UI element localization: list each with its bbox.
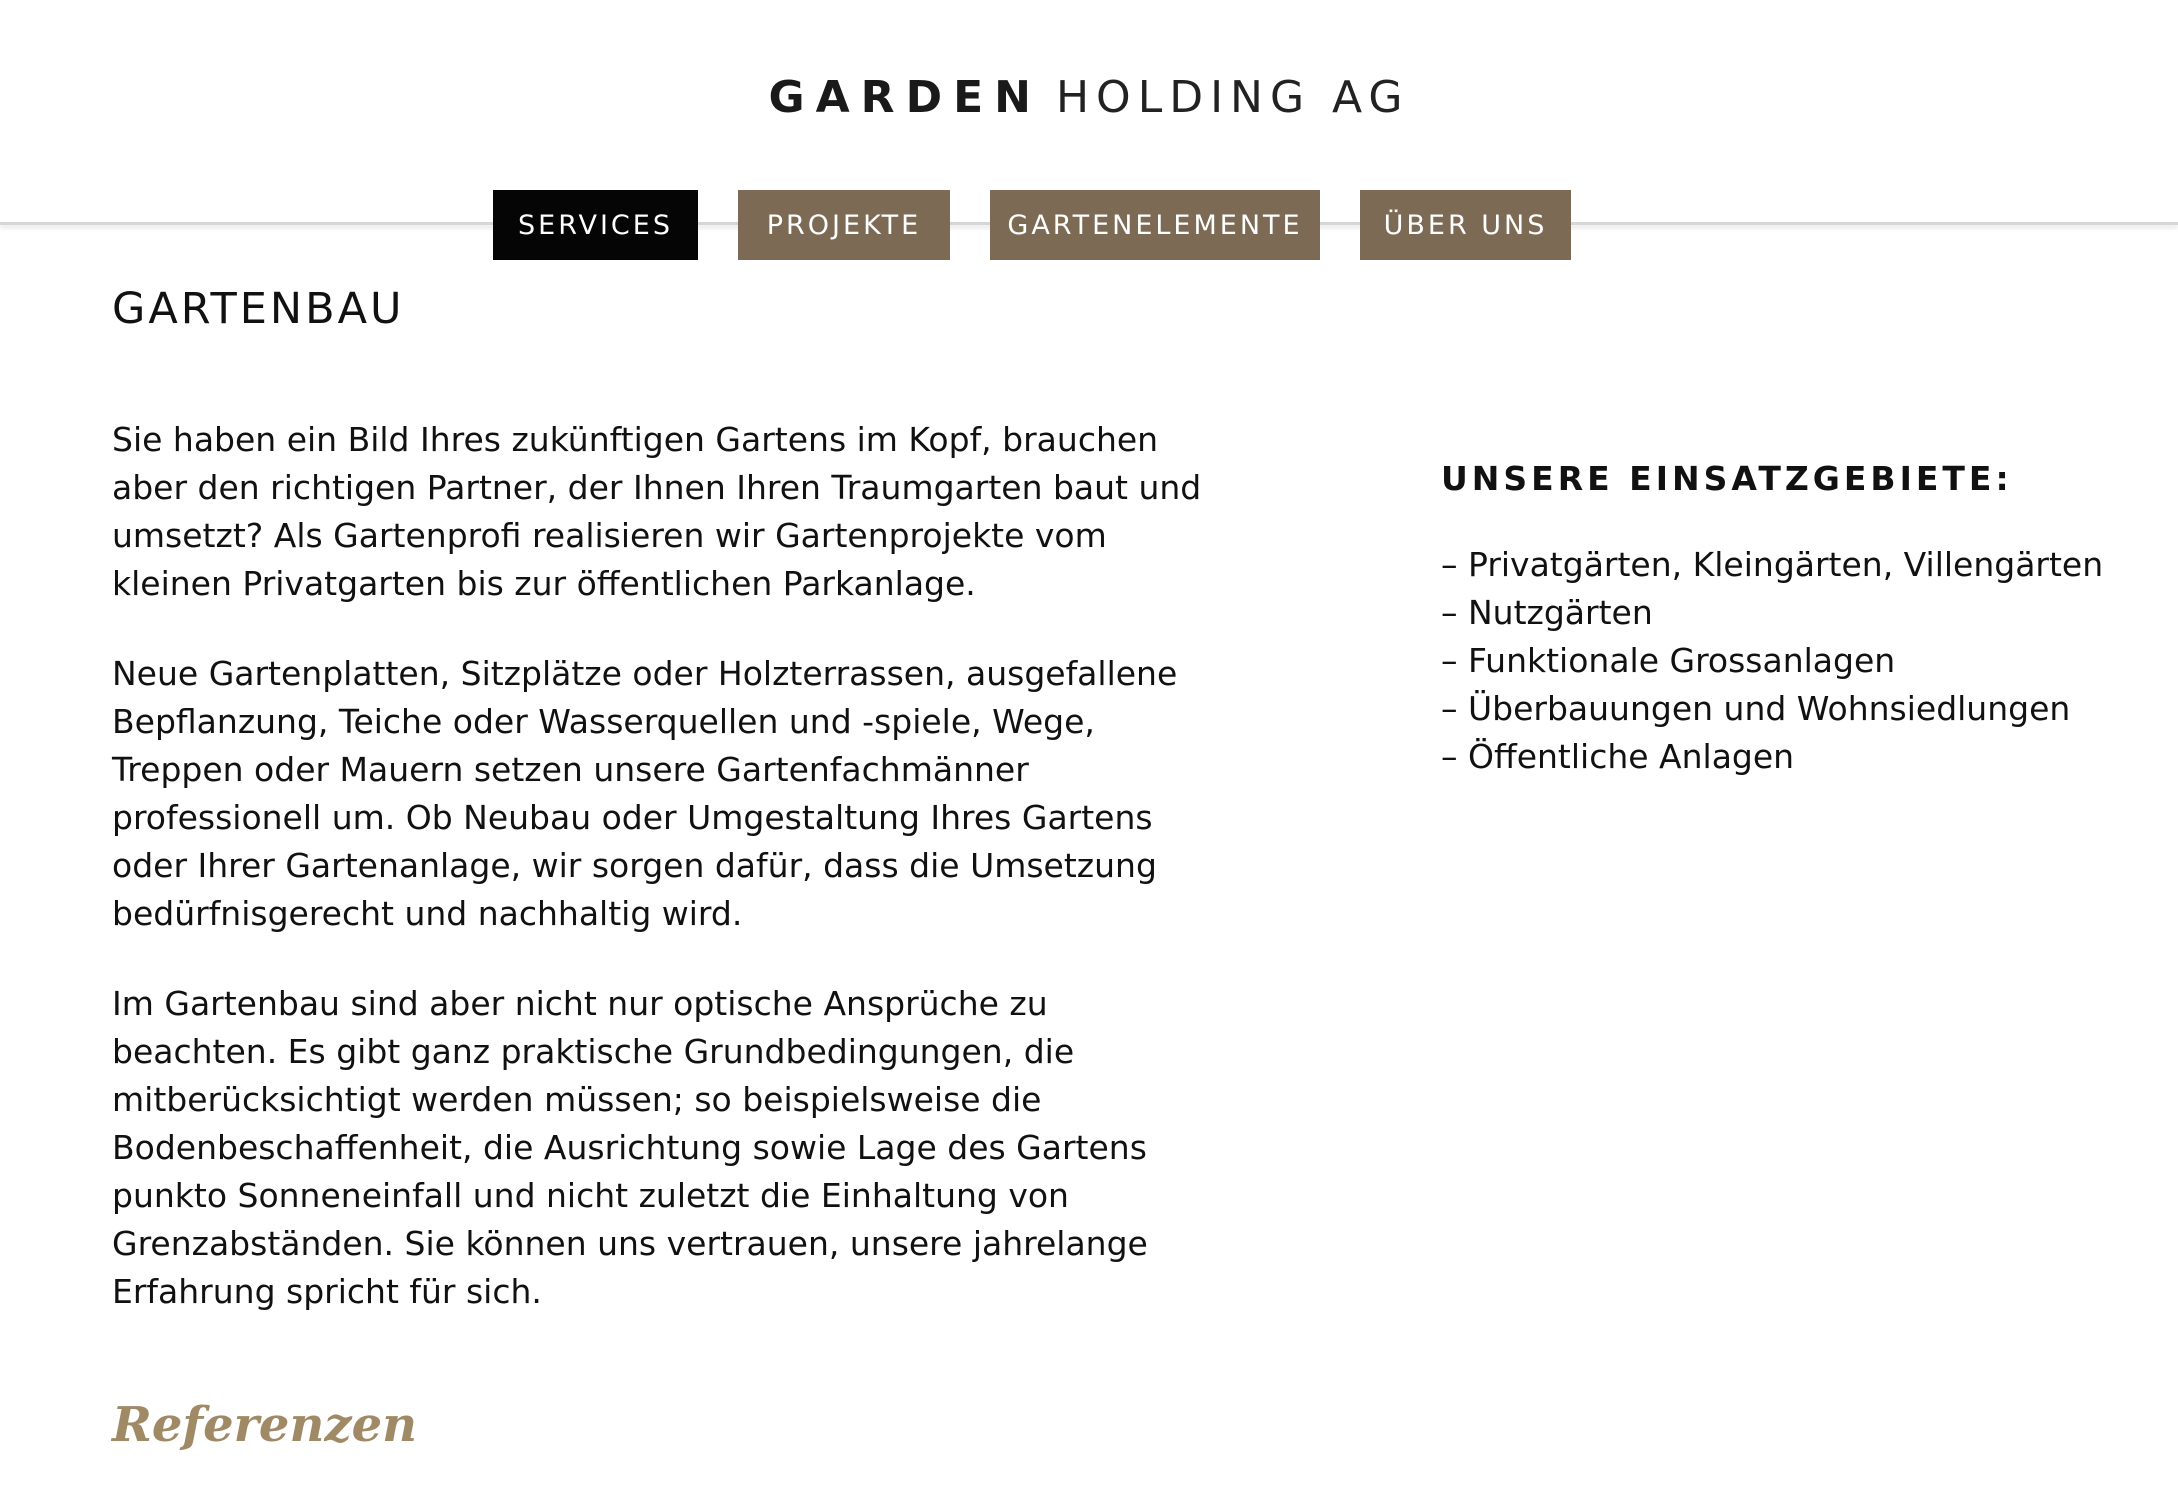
nav-item-ueber-uns[interactable]: ÜBER UNS (1360, 190, 1571, 260)
list-item: – Privatgärten, Kleingärten, Villengärten (1441, 541, 2103, 589)
einsatzgebiete-list (1441, 541, 2103, 781)
nav-item-projekte[interactable]: PROJEKTE (738, 190, 950, 260)
page-title: GARTENBAU (112, 284, 405, 334)
intro-paragraph: Sie haben ein Bild Ihres zukünftigen Gartens im Kopf, brauchen aber den richtigen Partner, der Ihnen Ihren Traumgarten baut und umsetzt? Als Gartenprofi realisieren wir Gartenprojekte vom kleinen Privatgarten bis zur öffentlichen Parkanlage. (112, 420, 1202, 603)
nav-item-gartenelemente[interactable]: GARTENELEMENTE (990, 190, 1320, 260)
requirements-paragraph: Im Gartenbau sind aber nicht nur optische Ansprüche zu beachten. Es gibt ganz praktische Grundbedingungen, die mitberücksichtigt werden müssen; so beispielsweise die Bodenbeschaffenheit, die Ausrichtung sowie Lage des Gartens punkto Sonneneinfall und nicht zuletzt die Einhaltung von Grenzabständen. Sie können uns vertrauen, unsere jahrelange Erfahrung spricht für sich. (112, 984, 1148, 1311)
site-logo[interactable] (0, 70, 2178, 126)
list-item: – Öffentliche Anlagen (1441, 733, 2103, 781)
nav-item-services[interactable]: SERVICES (493, 190, 698, 260)
logo-light-text: HOLDING AG (1055, 72, 1410, 123)
list-item: – Überbauungen und Wohnsiedlungen (1441, 685, 2103, 733)
services-paragraph: Neue Gartenplatten, Sitzplätze oder Holzterrassen, ausgefallene Bepflanzung, Teiche oder Wasserquellen und -spiele, Wege, Treppen oder Mauern setzen unsere Gartenfachmänner professionell um. Ob Neubau oder Umgestaltung Ihres Gartens oder Ihrer Gartenanlage, wir sorgen dafür, dass die Umsetzung bedürfnisgerecht und nachhaltig wird. (112, 654, 1178, 933)
references-heading: Referenzen (112, 1397, 418, 1453)
main-content (112, 416, 1202, 1358)
aside-heading: UNSERE EINSATZGEBIETE: (1441, 459, 2013, 498)
list-item: – Funktionale Grossanlagen (1441, 637, 2103, 685)
list-item: – Nutzgärten (1441, 589, 2103, 637)
logo-bold-text: GARDEN (768, 72, 1042, 123)
